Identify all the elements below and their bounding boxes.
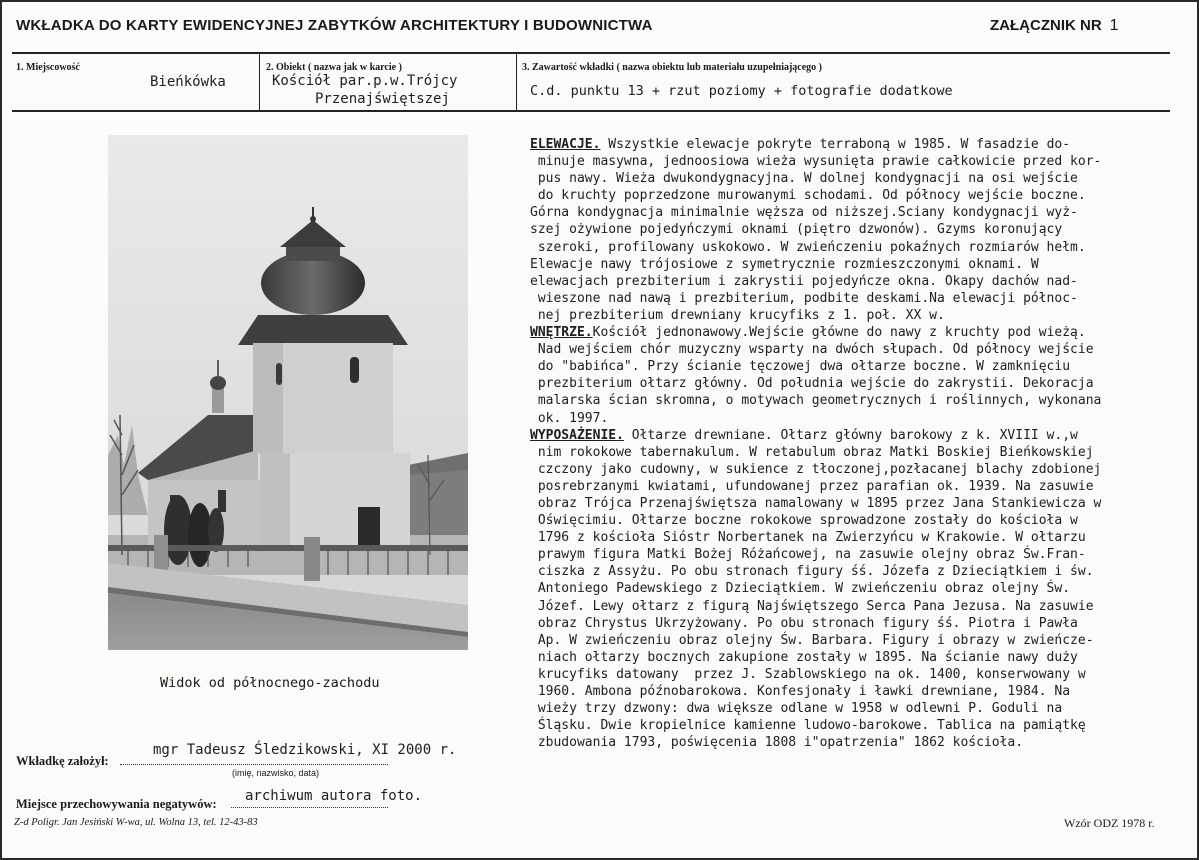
contents-label: 3. Zawartość wkładki ( nazwa obiektu lub materiału uzupełniającego ): [522, 62, 823, 73]
text-line: niach ołtarzy bocznych zakupione zostały w 1895. Na ścianie nawy duży: [530, 649, 1078, 665]
locality-value: Bieńkówka: [150, 74, 226, 90]
author-dotted-line: [120, 764, 388, 765]
text-line: Ap. W zwieńczeniu obraz olejny Św. Barbara. Figury i obrazy w zwieńcze-: [530, 632, 1094, 648]
negatives-dotted-line: [231, 807, 388, 808]
text-line: ciszka z Assyżu. Po obu stronach figury śś. Józefa z Dzieciątkiem i św.: [530, 564, 1094, 580]
negatives-value: archiwum autora foto.: [245, 788, 423, 804]
annex-number: 1: [1109, 17, 1119, 34]
header-title: WKŁADKA DO KARTY EWIDENCYJNEJ ZABYTKÓW ARCHITEKTURY I BUDOWNICTWA: [16, 17, 653, 34]
author-value: mgr Tadeusz Śledzikowski, XI 2000 r.: [153, 742, 457, 758]
text-line: Antoniego Padewskiego z Dzieciątkiem. W zwieńczeniu obraz olejny Św.: [530, 581, 1071, 597]
author-hint: (imię, nazwisko, data): [232, 768, 320, 778]
text-line: czczony jako cudowny, w sukience z tłoczonej,pozłacanej blachy zdobionej: [530, 461, 1102, 477]
text-line: szeroki, profilowany uskokowo. W zwieńczeniu pokaźnych rozmiarów hełm.: [530, 239, 1086, 255]
section-heading: ELEWACJE.: [530, 137, 601, 152]
header-rule-top: [12, 52, 1170, 54]
photo-caption: Widok od północnego-zachodu: [160, 675, 380, 691]
text-line: minuje masywna, jednoosiowa wieża wysunięta prawie całkowicie przed kor-: [530, 154, 1102, 170]
section-elevations: [530, 136, 1170, 324]
contents-value: C.d. punktu 13 + rzut poziomy + fotografie dodatkowe: [530, 83, 953, 99]
text-line: obraz Chrystus Ukrzyżowany. Po obu stronach figury śś. Piotra i Pawła: [530, 615, 1078, 631]
section-heading: WYPOSAŻENIE.: [530, 427, 624, 443]
church-photo-drawing: [108, 135, 468, 650]
text-line: ELEWACJE. Wszystkie elewacje pokryte terraboną w 1985. W fasadzie do-: [530, 137, 1071, 152]
church-photo: [108, 135, 468, 650]
annex-label-text: ZAŁĄCZNIK NR: [990, 17, 1102, 34]
annex-label: [990, 17, 1119, 35]
text-line: zbudowania 1793, poświęcenia 1808 i"opatrzenia" 1862 kościoła.: [530, 735, 1024, 751]
text-line: Elewacje nawy trójosiowe z symetrycznie rozmieszczonymi oknami. W: [530, 256, 1039, 272]
object-value-line1: Kościół par.p.w.Trójcy: [272, 73, 458, 89]
section-furnishings: [530, 427, 1170, 752]
printer-imprint: Z-d Poligr. Jan Jesiński W-wa, ul. Wolna 13, tel. 12-43-83: [14, 817, 258, 828]
text-line: nej prezbiterium drewniany krucyfiks z 1. poł. XX w.: [530, 307, 945, 323]
section-heading: WNĘTRZE.: [530, 325, 593, 341]
field-divider-1: [259, 53, 260, 111]
text-line: Górna kondygnacja minimalnie węższa od niższej.Sciany kondygnacji wyż-: [530, 205, 1078, 221]
author-label: Wkładkę założył:: [16, 754, 109, 768]
text-line: prezbiterium ołtarz główny. Od południa wejście do zakrystii. Dekoracja: [530, 376, 1094, 392]
text-line: wieży trzy dzwony: dwa większe odlane w 1958 w odlewni P. Goduli na: [530, 701, 1063, 717]
text-line: elewacjach prezbiterium i zakrystii pojedyńcze okna. Okapy dachów nad-: [530, 273, 1078, 289]
locality-label: 1. Miejscowość: [16, 62, 80, 73]
text-line: nim rokokowe tabernakulum. W retabulum obraz Matki Boskiej Bieńkowskiej: [530, 444, 1094, 460]
text-line: ok. 1997.: [530, 410, 609, 426]
text-line: krucyfiks datowany przez J. Szablowskiego na ok. 1400, konserwowany w: [530, 666, 1086, 682]
text-line: szej ożywione pojedyńczymi oknami (piętro dzwonów). Gzyms koronujący: [530, 222, 1063, 238]
text-line: Józef. Lewy ołtarz z figurą Najświętszego Serca Pana Jezusa. Na zasuwie: [530, 598, 1094, 614]
text-line: malarska ścian skromna, o motywach geometrycznych i roślinnych, wykonana: [530, 393, 1102, 409]
text-line: prawym figura Matki Bożej Różańcowej, na zasuwie olejny obraz Św.Fran-: [530, 547, 1086, 563]
text-line: WYPOSAŻENIE. Ołtarze drewniane. Ołtarz główny barokowy z k. XVIII w.,w: [530, 427, 1078, 443]
object-value-line2: Przenajświętszej: [315, 91, 450, 107]
field-divider-2: [516, 53, 517, 111]
text-line: wieszone nad nawą i prezbiterium, podbite deskami.Na elewacji północ-: [530, 290, 1078, 306]
text-line: do "babińca". Przy ścianie tęczowej dwa ołtarze boczne. W zamknięciu: [530, 359, 1071, 375]
text-line: Śląsku. Dwie kropielnice kamienne ludowo-barokowe. Tablica na pamiątkę: [530, 718, 1086, 734]
text-line: obraz Trójca Przenajświętsza namalowany w 1895 przez Jana Stankiewicza w: [530, 495, 1102, 511]
form-template-id: Wzór ODZ 1978 r.: [1064, 816, 1155, 830]
header-rule-bottom: [12, 110, 1170, 112]
description-text: [530, 136, 1170, 751]
text-line: WNĘTRZE.Kościół jednonawowy.Wejście główne do nawy z kruchty pod wieżą.: [530, 325, 1086, 341]
text-line: Nad wejściem chór muzyczny wsparty na dwóch słupach. Od północy wejście: [530, 342, 1094, 358]
negatives-label: Miejsce przechowywania negatywów:: [16, 797, 217, 811]
text-line: 1960. Ambona późnobarokowa. Konfesjonały i ławki drewniane, 1984. Na: [530, 684, 1071, 699]
text-line: 1796 z kościoła Sióstr Norbertanek na Zwierzyńcu w Krakowie. W ołtarzu: [530, 530, 1086, 546]
text-line: posrebrzanymi kwiatami, ufundowanej przez parafian ok. 1939. Na zasuwie: [530, 478, 1094, 494]
object-label: 2. Obiekt ( nazwa jak w karcie ): [266, 62, 402, 73]
text-line: pus nawy. Wieża dwukondygnacyjna. W dolnej kondygnacji na osi wejście: [530, 171, 1078, 187]
section-interior: [530, 324, 1170, 427]
text-line: Oświęcimiu. Ołtarze boczne rokokowe sprowadzone zostały do kościoła w: [530, 513, 1078, 529]
text-line: do kruchty poprzedzone murowanymi schodami. Od północy wejście boczne.: [530, 188, 1086, 204]
